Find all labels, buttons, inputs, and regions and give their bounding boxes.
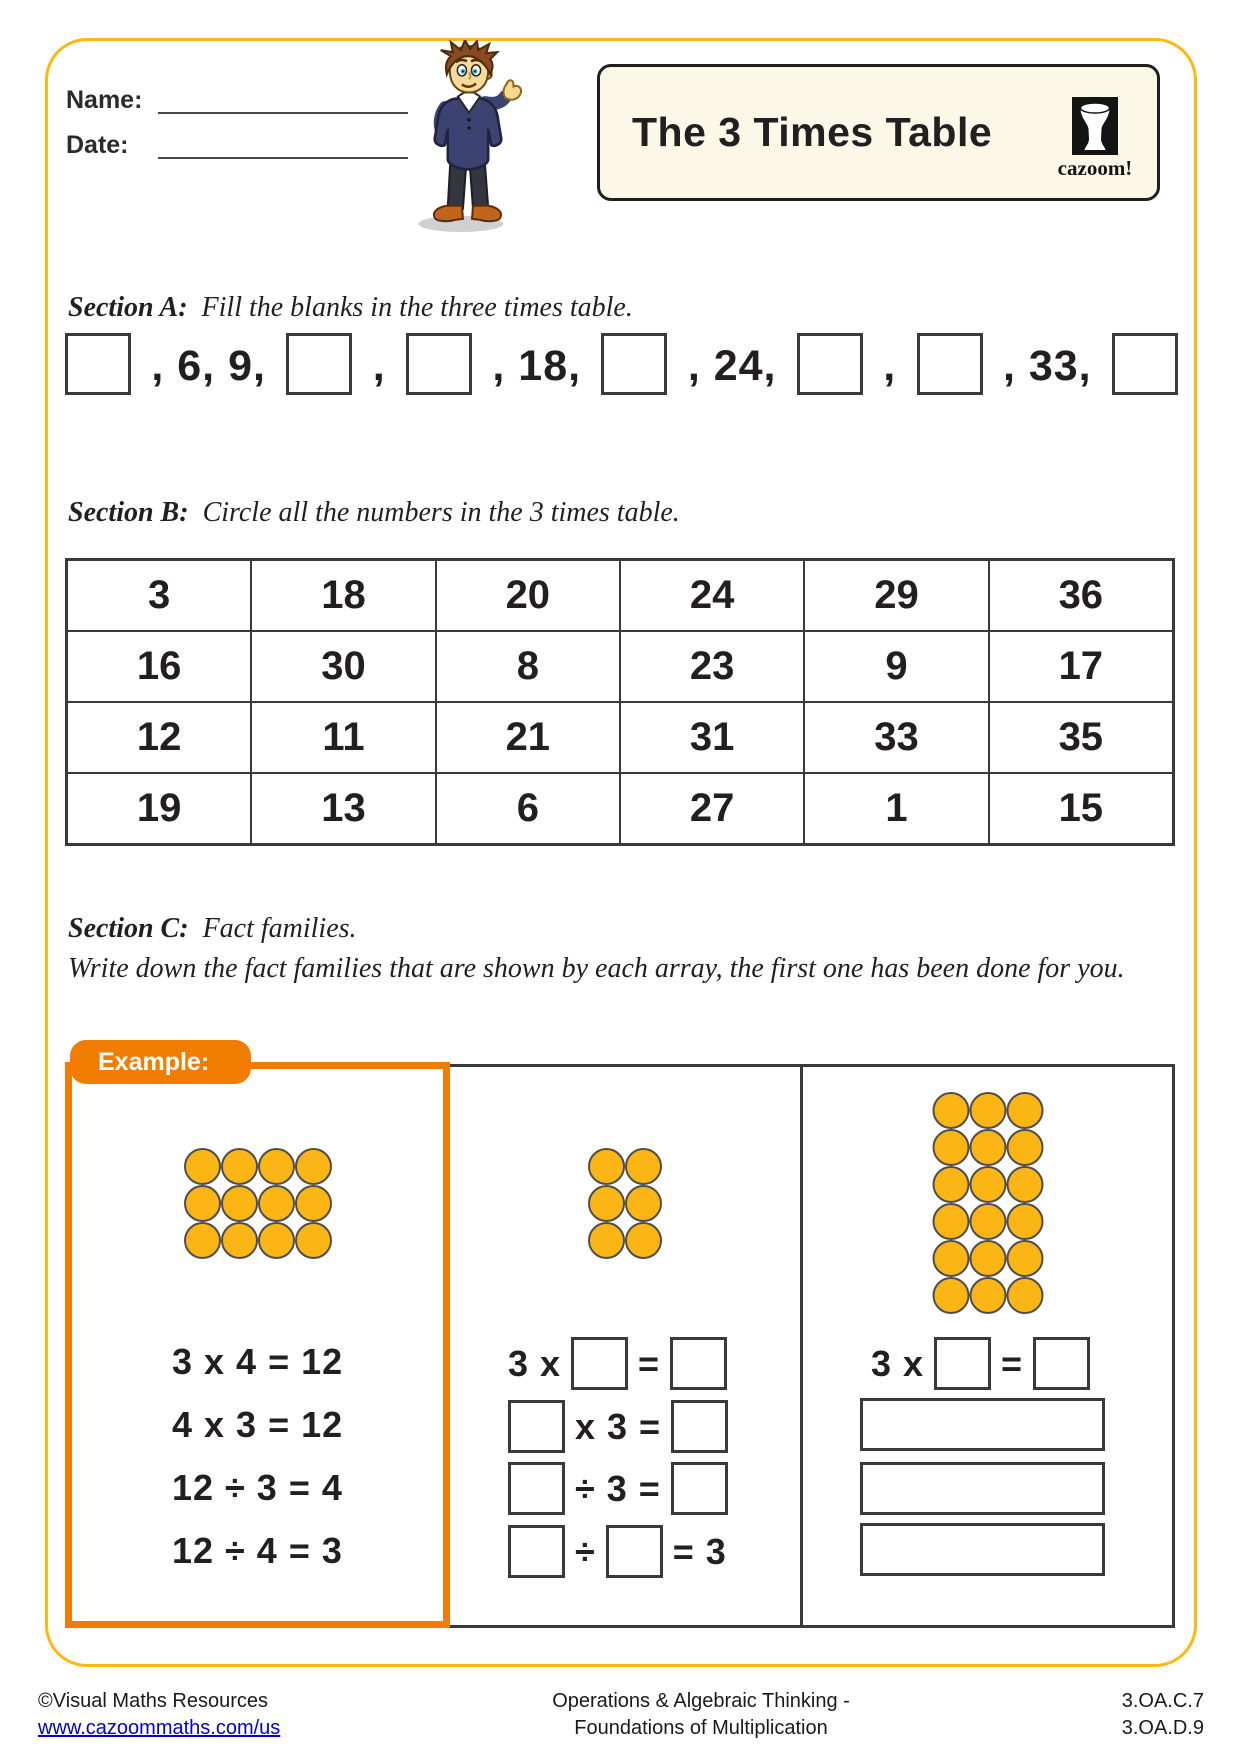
number-cell[interactable]: 19: [67, 773, 251, 844]
problem2-cell: [450, 1064, 803, 1628]
section-a-instruction: Fill the blanks in the three times table.: [201, 292, 633, 323]
footer-credits: [38, 1688, 280, 1742]
equation-blank-box[interactable]: [670, 1337, 727, 1390]
number-cell[interactable]: 13: [251, 773, 435, 844]
example-equation: 12 ÷ 3 = 4: [172, 1467, 343, 1508]
number-cell[interactable]: 36: [989, 560, 1173, 631]
sequence-blank-box[interactable]: [286, 333, 352, 395]
number-cell[interactable]: 15: [989, 773, 1173, 844]
number-cell[interactable]: 3: [67, 560, 251, 631]
example-equation: 12 ÷ 4 = 3: [172, 1530, 343, 1571]
number-cell[interactable]: 35: [989, 702, 1173, 773]
sequence-number: ,: [883, 342, 897, 390]
counter-dot: [221, 1148, 258, 1185]
counter-dot: [969, 1129, 1006, 1166]
counter-dot: [1006, 1166, 1043, 1203]
number-cell[interactable]: 29: [804, 560, 988, 631]
footer-standards: [552, 1688, 850, 1742]
equation-text: 3 x: [871, 1342, 925, 1384]
counter-dot: [932, 1092, 969, 1129]
number-cell[interactable]: 21: [436, 702, 620, 773]
standards-line2: Foundations of Multiplication: [574, 1717, 828, 1739]
sequence-number: , 6, 9,: [151, 342, 266, 390]
sequence-blank-box[interactable]: [65, 333, 131, 395]
example-equation: 3 x 4 = 12: [172, 1341, 344, 1382]
section-b-heading: Section B:: [68, 497, 189, 528]
sequence-number: ,: [372, 342, 386, 390]
counter-dot: [969, 1203, 1006, 1240]
counter-dot: [1006, 1092, 1043, 1129]
number-cell[interactable]: 6: [436, 773, 620, 844]
answer-line-box[interactable]: [860, 1523, 1105, 1576]
section-c-description: Write down the fact families that are shown by each array, the first one has been done for you.: [68, 953, 1125, 984]
problem3-cell: [803, 1064, 1175, 1628]
section-b-instruction: Circle all the numbers in the 3 times table.: [202, 497, 680, 528]
sequence-blank-box[interactable]: [797, 333, 863, 395]
number-cell[interactable]: 33: [804, 702, 988, 773]
section-c-instruction: Fact families.: [202, 913, 357, 944]
standard-code-2: 3.OA.D.9: [1121, 1717, 1204, 1739]
counter-dot: [258, 1222, 295, 1259]
sequence-number: , 33,: [1002, 342, 1092, 390]
name-input-line[interactable]: [158, 112, 408, 114]
number-cell[interactable]: 23: [620, 631, 804, 702]
counter-dot: [625, 1185, 662, 1222]
counter-dot: [221, 1222, 258, 1259]
counter-dot: [932, 1240, 969, 1277]
counter-dot: [969, 1166, 1006, 1203]
problem2-equation-row: [508, 1400, 728, 1453]
counter-dot: [1006, 1277, 1043, 1314]
sequence-blank-box[interactable]: [406, 333, 472, 395]
footer-codes: [1122, 1688, 1204, 1742]
cazoom-logo: [1043, 97, 1147, 181]
counter-dot: [625, 1222, 662, 1259]
section-c-heading: Section C:: [68, 913, 189, 944]
equation-blank-box[interactable]: [571, 1337, 628, 1390]
equation-blank-box[interactable]: [1033, 1337, 1090, 1390]
answer-line-box[interactable]: [860, 1398, 1105, 1451]
counter-dot: [932, 1166, 969, 1203]
counter-dot: [969, 1277, 1006, 1314]
counter-dot: [258, 1185, 295, 1222]
section-b-heading-row: [68, 497, 680, 529]
equation-text: 3 x: [508, 1342, 562, 1384]
cazoom-logo-text: cazoom!: [1057, 156, 1133, 180]
example-dot-array: [184, 1148, 332, 1259]
equation-text: =: [1001, 1342, 1024, 1384]
number-cell[interactable]: 16: [67, 631, 251, 702]
problem2-equation-row: [508, 1525, 727, 1578]
answer-line-box[interactable]: [860, 1462, 1105, 1515]
number-cell[interactable]: 8: [436, 631, 620, 702]
counter-dot: [969, 1092, 1006, 1129]
sequence-blank-box[interactable]: [917, 333, 983, 395]
example-cell: [65, 1062, 450, 1628]
section-a-heading-row: [68, 292, 633, 324]
boy-mascot-svg: [410, 40, 530, 234]
counter-dot: [932, 1203, 969, 1240]
number-cell[interactable]: 18: [251, 560, 435, 631]
example-equations: [172, 1335, 343, 1578]
counter-dot: [625, 1148, 662, 1185]
title-box: [597, 64, 1160, 201]
problem3-equation-row: [871, 1337, 1090, 1390]
standards-line1: Operations & Algebraic Thinking -: [552, 1690, 850, 1712]
date-label: Date:: [66, 131, 129, 159]
standard-code-1: 3.OA.C.7: [1121, 1690, 1204, 1712]
problem2-equation-row: [508, 1337, 727, 1390]
counter-dot: [295, 1185, 332, 1222]
name-label: Name:: [66, 86, 143, 114]
section-c-heading-row: [68, 913, 357, 945]
cazoom-url-link[interactable]: www.cazoommaths.com/us: [38, 1717, 281, 1739]
number-cell[interactable]: 24: [620, 560, 804, 631]
counter-dot: [295, 1148, 332, 1185]
sequence-number: , 18,: [492, 342, 582, 390]
counter-dot: [184, 1148, 221, 1185]
number-cell[interactable]: 1: [804, 773, 988, 844]
counter-dot: [588, 1148, 625, 1185]
page-title: The 3 Times Table: [632, 109, 993, 155]
number-cell[interactable]: 17: [989, 631, 1173, 702]
counter-dot: [588, 1222, 625, 1259]
counter-dot: [184, 1185, 221, 1222]
footer: [38, 1688, 1204, 1742]
equation-blank-box[interactable]: [934, 1337, 991, 1390]
sequence-number: , 24,: [687, 342, 777, 390]
number-cell[interactable]: 12: [67, 702, 251, 773]
drum-icon: [1072, 97, 1118, 155]
copyright-text: ©Visual Maths Resources: [38, 1690, 269, 1712]
boy-mascot-illustration: [410, 40, 530, 234]
equation-text: =: [638, 1342, 661, 1384]
equation-text: = 3: [672, 1530, 727, 1572]
times-table-sequence: [65, 331, 1178, 395]
equation-blank-box[interactable]: [671, 1462, 728, 1515]
number-cell[interactable]: 27: [620, 773, 804, 844]
problem2-equation-row: [508, 1462, 728, 1515]
equation-blank-box[interactable]: [671, 1400, 728, 1453]
counter-dot: [184, 1222, 221, 1259]
counter-dot: [1006, 1129, 1043, 1166]
counter-dot: [932, 1129, 969, 1166]
counter-dot: [969, 1240, 1006, 1277]
number-cell[interactable]: 11: [251, 702, 435, 773]
problem2-dot-array: [588, 1148, 662, 1259]
counter-dot: [1006, 1203, 1043, 1240]
equation-text: ÷: [575, 1530, 596, 1572]
counter-dot: [221, 1185, 258, 1222]
date-input-line[interactable]: [158, 157, 408, 159]
counter-dot: [588, 1185, 625, 1222]
number-cell[interactable]: 20: [436, 560, 620, 631]
equation-text: x 3 =: [575, 1405, 662, 1447]
counter-dot: [258, 1148, 295, 1185]
number-cell[interactable]: 9: [804, 631, 988, 702]
example-tab-label: Example:: [98, 1047, 210, 1076]
number-cell[interactable]: 31: [620, 702, 804, 773]
section-a-heading: Section A:: [68, 292, 188, 323]
equation-blank-box[interactable]: [508, 1525, 565, 1578]
equation-blank-box[interactable]: [508, 1400, 565, 1453]
example-equation: 4 x 3 = 12: [172, 1404, 344, 1445]
equation-blank-box[interactable]: [508, 1462, 565, 1515]
counter-dot: [1006, 1240, 1043, 1277]
number-cell[interactable]: 30: [251, 631, 435, 702]
equation-blank-box[interactable]: [606, 1525, 663, 1578]
problem3-dot-array: [932, 1092, 1043, 1314]
number-grid: [65, 558, 1175, 846]
sequence-blank-box[interactable]: [601, 333, 667, 395]
example-tab: [70, 1040, 251, 1084]
equation-text: ÷ 3 =: [575, 1467, 661, 1509]
sequence-blank-box[interactable]: [1112, 333, 1178, 395]
counter-dot: [932, 1277, 969, 1314]
counter-dot: [295, 1222, 332, 1259]
